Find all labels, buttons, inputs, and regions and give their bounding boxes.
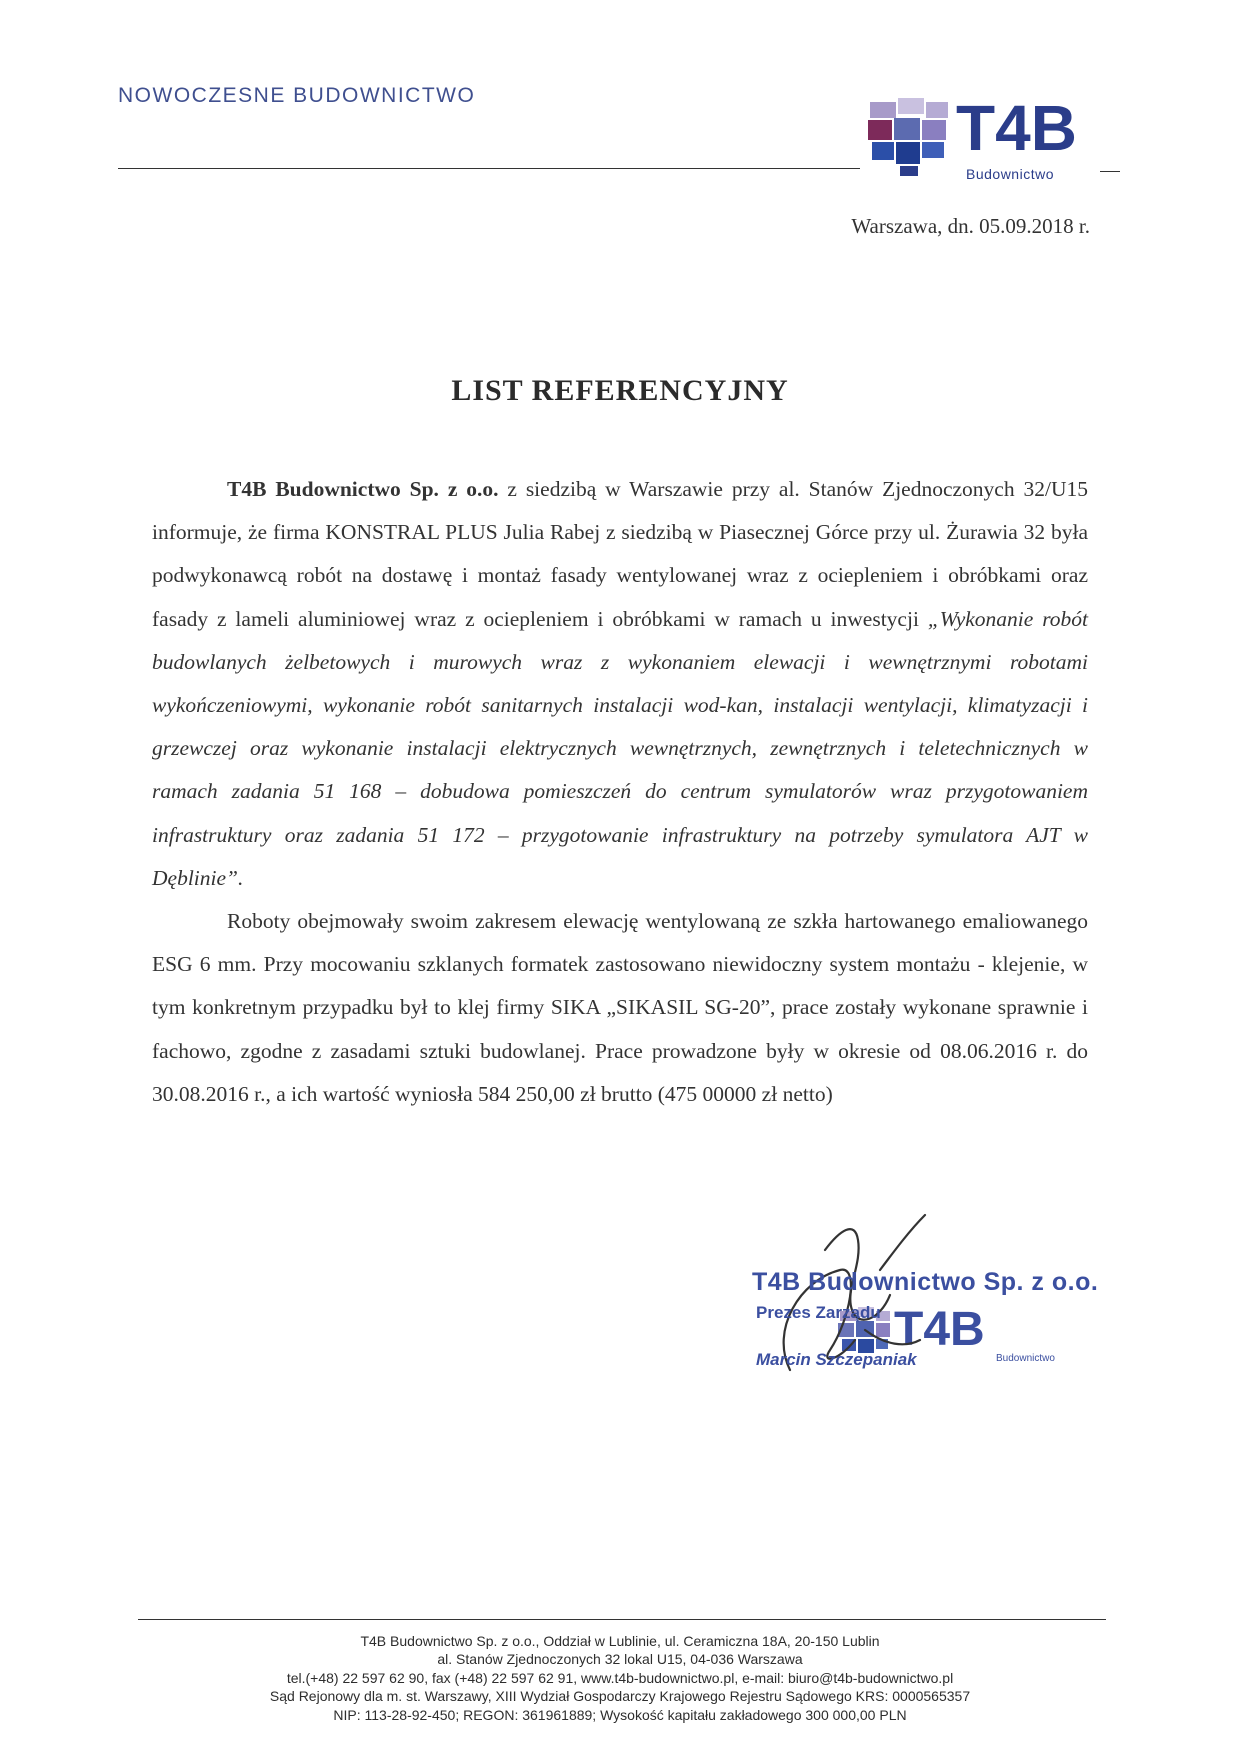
footer-address-hq: al. Stanów Zjednoczonych 32 lokal U15, 04-036 Warszawa (437, 1651, 803, 1668)
stamp-company-name: T4B Budownictwo Sp. z o.o. (752, 1268, 1099, 1296)
logo-subtitle: Budownictwo (966, 166, 1054, 182)
footer-contact: tel.(+48) 22 597 62 90, fax (+48) 22 597 62 91, www.t4b-budownictwo.pl, e-mail: biuro@t4b-budownictwo.pl (286, 1669, 954, 1686)
company-name: T4B Budownictwo Sp. z o.o. (227, 477, 499, 501)
letter-date: Warszawa, dn. 05.09.2018 r. (851, 214, 1090, 238)
footer-address-branch: T4B Budownictwo Sp. z o.o., Oddział w Lublinie, ul. Ceramiczna 18A, 20-150 Lublin (360, 1633, 880, 1649)
stamp-role: Prezes Zarządu (756, 1303, 881, 1322)
letter-body (152, 468, 1088, 1116)
header-divider (118, 168, 860, 169)
signatory-name: Marcin Szczepaniak (756, 1350, 917, 1369)
stamp-logo-text: T4B (894, 1303, 985, 1356)
stamp-logo-subtitle: Budownictwo (996, 1353, 1055, 1364)
logo-text: T4B (956, 92, 1077, 164)
document-title: LIST REFERENCYJNY (451, 374, 789, 407)
footer (0, 1632, 1240, 1724)
paragraph-1-text: z siedzibą w Warszawie przy al. Stanów Zjednoczonych 32/U15 informuje, że firma KONSTRAL PLUS Julia Rabej z siedzibą w Piasecznej Górce przy ul. Żurawia 32 była podwykonawcą robót na dostawę i montaż fasady wentylowanej wraz z ociepleniem i obróbkami oraz fasady z lameli aluminiowej wraz z ociepleniem i obróbkami w ramach u inwestycji (152, 477, 1088, 631)
footer-tax-ids: NIP: 113-28-92-450; REGON: 361961889; Wysokość kapitału zakładowego 300 000,00 PLN (333, 1706, 907, 1723)
paragraph-1 (152, 468, 1088, 900)
footer-registry: Sąd Rejonowy dla m. st. Warszawy, XIII Wydział Gospodarczy Krajowego Rejestru Sądowego KRS: 0000565357 (269, 1688, 971, 1705)
paragraph-2: Roboty obejmowały swoim zakresem elewację wentylowaną ze szkła hartowanego emaliowanego ESG 6 mm. Przy mocowaniu szklanych formatek zastosowano niewidoczny system montażu - klejenie, w tym konkretnym przypadku był to klej firmy SIKA „SIKASIL SG-20”, prace zostały wykonane sprawnie i fachowo, zgodne z zasadami sztuki budowlanej. Prace prowadzone były w okresie od 08.06.2016 r. do 30.08.2016 r., a ich wartość wyniosła 584 250,00 zł brutto (475 00000 zł netto) (152, 909, 1088, 1106)
investment-name: „Wykonanie robót budowlanych żelbetowych i murowych wraz z wykonaniem elewacji i wewnętrznymi robotami wykończeniowymi, wykonanie robót sanitarnych instalacji wod-kan, instalacji wentylacji, klimatyzacji i grzewczej oraz wykonanie instalacji elektrycznych wewnętrznych, zewnętrznych i teletechnicznych w ramach zadania 51 168 – dobudowa pomieszczeń do centrum symulatorów wraz przygotowaniem infrastruktury oraz zadania 51 172 – przygotowanie infrastruktury na potrzeby symulatora AJT w Dęblinie”. (152, 606, 1088, 890)
cube-logo-icon (868, 98, 948, 176)
footer-divider (138, 1619, 1106, 1620)
company-tagline: NOWOCZESNE BUDOWNICTWO (118, 84, 476, 107)
